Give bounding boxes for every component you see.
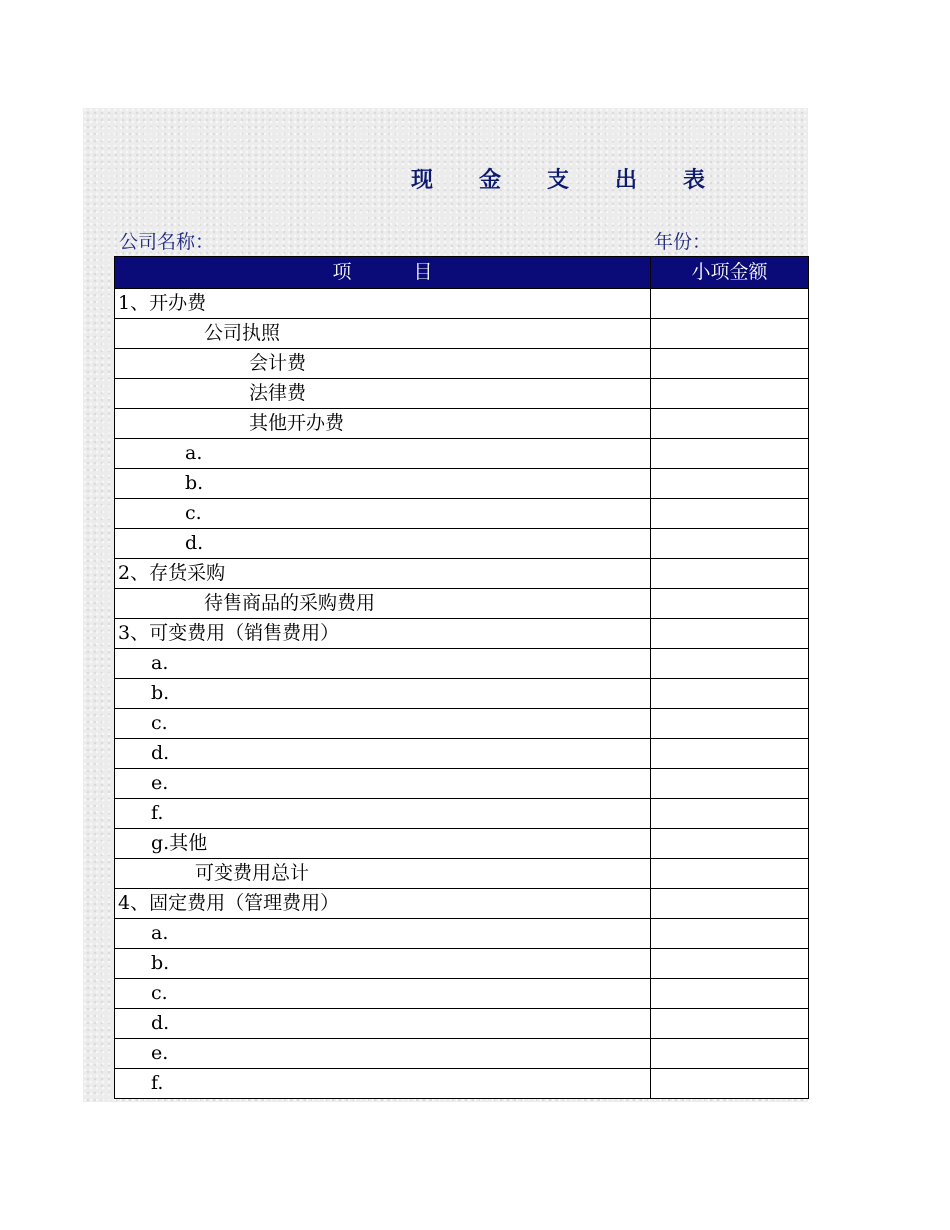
- item-header-char-2: 目: [413, 261, 433, 283]
- table-row: [115, 559, 809, 589]
- item-cell[interactable]: 法律费: [115, 379, 651, 409]
- amount-cell[interactable]: [651, 1069, 809, 1099]
- amount-cell[interactable]: [651, 919, 809, 949]
- title-char: 现: [410, 168, 433, 193]
- table-row: [115, 709, 809, 739]
- table-row: [115, 1009, 809, 1039]
- amount-cell[interactable]: [651, 829, 809, 859]
- table-row: [115, 769, 809, 799]
- table-row: [115, 349, 809, 379]
- amount-cell[interactable]: [651, 1009, 809, 1039]
- item-cell[interactable]: c.: [115, 499, 651, 529]
- item-cell[interactable]: a.: [115, 439, 651, 469]
- amount-cell[interactable]: [651, 949, 809, 979]
- amount-cell[interactable]: [651, 499, 809, 529]
- table-row: [115, 289, 809, 319]
- amount-cell[interactable]: [651, 619, 809, 649]
- table-row: [115, 739, 809, 769]
- amount-cell[interactable]: [651, 469, 809, 499]
- item-cell[interactable]: f.: [115, 1069, 651, 1099]
- item-cell[interactable]: g.其他: [115, 829, 651, 859]
- item-cell[interactable]: b.: [115, 679, 651, 709]
- title-char: 支: [546, 168, 569, 193]
- item-cell[interactable]: b.: [115, 949, 651, 979]
- item-cell[interactable]: 待售商品的采购费用: [115, 589, 651, 619]
- item-cell[interactable]: a.: [115, 649, 651, 679]
- table-row: [115, 1039, 809, 1069]
- company-name-label: 公司名称：: [119, 231, 215, 253]
- table-row: [115, 979, 809, 1009]
- amount-cell[interactable]: [651, 529, 809, 559]
- item-cell[interactable]: 可变费用总计: [115, 859, 651, 889]
- table-row: [115, 859, 809, 889]
- table-row: [115, 649, 809, 679]
- cash-expense-table: [114, 256, 809, 1099]
- table-row: [115, 439, 809, 469]
- amount-cell[interactable]: [651, 799, 809, 829]
- amount-cell[interactable]: [651, 859, 809, 889]
- table-row: [115, 919, 809, 949]
- table-row: [115, 589, 809, 619]
- table-row: [115, 379, 809, 409]
- amount-cell[interactable]: [651, 439, 809, 469]
- title-char: 金: [478, 168, 501, 193]
- item-cell[interactable]: 4、固定费用（管理费用）: [115, 889, 651, 919]
- amount-cell[interactable]: [651, 349, 809, 379]
- item-cell[interactable]: 其他开办费: [115, 409, 651, 439]
- item-cell[interactable]: 3、可变费用（销售费用）: [115, 619, 651, 649]
- table-header-row: [115, 257, 809, 289]
- amount-column-header: 小项金额: [651, 257, 809, 289]
- item-cell[interactable]: c.: [115, 709, 651, 739]
- item-cell[interactable]: d.: [115, 1009, 651, 1039]
- table-row: [115, 889, 809, 919]
- year-label: 年份：: [654, 231, 712, 253]
- title-char: 出: [614, 168, 637, 193]
- table-row: [115, 499, 809, 529]
- page-title: [0, 163, 950, 199]
- amount-cell[interactable]: [651, 289, 809, 319]
- table-row: [115, 469, 809, 499]
- item-cell[interactable]: f.: [115, 799, 651, 829]
- item-column-header: [115, 257, 651, 289]
- item-cell[interactable]: e.: [115, 1039, 651, 1069]
- table-row: [115, 799, 809, 829]
- title-char: 表: [682, 168, 705, 193]
- amount-cell[interactable]: [651, 679, 809, 709]
- item-cell[interactable]: b.: [115, 469, 651, 499]
- amount-cell[interactable]: [651, 409, 809, 439]
- table-row: [115, 829, 809, 859]
- amount-cell[interactable]: [651, 739, 809, 769]
- amount-cell[interactable]: [651, 319, 809, 349]
- amount-cell[interactable]: [651, 769, 809, 799]
- item-cell[interactable]: 公司执照: [115, 319, 651, 349]
- item-cell[interactable]: d.: [115, 739, 651, 769]
- item-cell[interactable]: 会计费: [115, 349, 651, 379]
- amount-cell[interactable]: [651, 709, 809, 739]
- amount-cell[interactable]: [651, 889, 809, 919]
- amount-cell[interactable]: [651, 589, 809, 619]
- amount-cell[interactable]: [651, 559, 809, 589]
- table-row: [115, 619, 809, 649]
- table-row: [115, 319, 809, 349]
- item-header-char-1: 项: [332, 261, 352, 283]
- item-cell[interactable]: a.: [115, 919, 651, 949]
- amount-cell[interactable]: [651, 1039, 809, 1069]
- amount-cell[interactable]: [651, 379, 809, 409]
- amount-cell[interactable]: [651, 979, 809, 1009]
- table-row: [115, 679, 809, 709]
- item-cell[interactable]: 1、开办费: [115, 289, 651, 319]
- table-row: [115, 409, 809, 439]
- item-cell[interactable]: c.: [115, 979, 651, 1009]
- item-cell[interactable]: 2、存货采购: [115, 559, 651, 589]
- table-row: [115, 949, 809, 979]
- amount-cell[interactable]: [651, 649, 809, 679]
- item-cell[interactable]: d.: [115, 529, 651, 559]
- table-row: [115, 1069, 809, 1099]
- table-row: [115, 529, 809, 559]
- item-cell[interactable]: e.: [115, 769, 651, 799]
